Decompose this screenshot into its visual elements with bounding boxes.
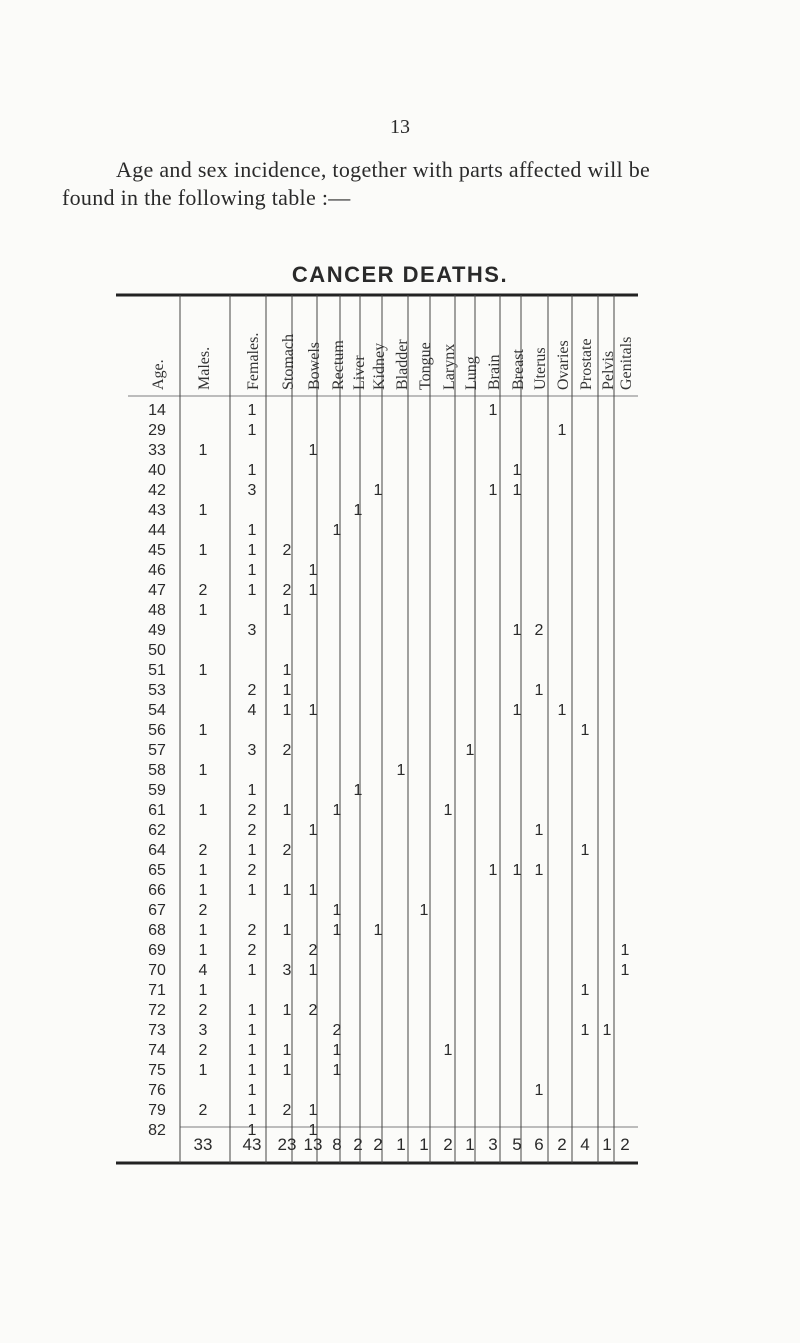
count-cell: 1 [534, 862, 544, 879]
count-cell: 1 [396, 762, 406, 779]
count-cell: 1 [332, 1042, 342, 1059]
count-cell: 1 [332, 522, 342, 539]
count-cell: 2 [247, 802, 257, 819]
age-cell: 58 [148, 762, 166, 779]
count-cell: 1 [332, 902, 342, 919]
count-cell: 3 [247, 742, 257, 759]
count-cell: 1 [353, 502, 363, 519]
intro-line-2: found in the following table :— [62, 185, 351, 210]
count-cell: 1 [602, 1022, 612, 1039]
column-header: Tongue [417, 342, 434, 390]
count-cell: 1 [465, 742, 475, 759]
total-cell: 13 [303, 1135, 323, 1154]
age-cell: 59 [148, 782, 166, 799]
column-header: Stomach [280, 334, 297, 390]
count-cell: 2 [282, 842, 292, 859]
age-cell: 64 [148, 842, 166, 859]
column-header: Pelvis [600, 350, 617, 390]
count-cell: 1 [353, 782, 363, 799]
count-cell: 1 [308, 1102, 318, 1119]
count-cell: 1 [247, 1002, 257, 1019]
count-cell: 3 [247, 622, 257, 639]
age-cell: 72 [148, 1002, 166, 1019]
count-cell: 1 [282, 602, 292, 619]
age-cell: 43 [148, 502, 166, 519]
age-cell: 62 [148, 822, 166, 839]
count-cell: 2 [332, 1022, 342, 1039]
count-cell: 1 [308, 582, 318, 599]
count-cell: 2 [247, 942, 257, 959]
count-cell: 2 [198, 1042, 208, 1059]
column-header: Bladder [394, 339, 411, 390]
count-cell: 1 [282, 1042, 292, 1059]
count-cell: 1 [282, 662, 292, 679]
column-header: Males. [196, 346, 213, 390]
count-cell: 2 [282, 1102, 292, 1119]
count-cell: 3 [282, 962, 292, 979]
count-cell: 1 [247, 522, 257, 539]
column-header: Genitals [618, 336, 635, 390]
count-cell: 1 [198, 442, 208, 459]
count-cell: 1 [308, 962, 318, 979]
age-cell: 33 [148, 442, 166, 459]
column-header: Breast [510, 349, 527, 390]
total-cell: 1 [396, 1135, 406, 1154]
total-cell: 2 [353, 1135, 363, 1154]
count-cell: 1 [247, 562, 257, 579]
count-cell: 1 [534, 682, 544, 699]
column-header: Rectum [330, 340, 347, 390]
count-cell: 2 [198, 582, 208, 599]
total-cell: 33 [193, 1135, 213, 1154]
count-cell: 1 [198, 722, 208, 739]
count-cell: 1 [282, 882, 292, 899]
count-cell: 1 [198, 762, 208, 779]
total-cell: 2 [557, 1135, 567, 1154]
count-cell: 1 [247, 882, 257, 899]
age-cell: 74 [148, 1042, 166, 1059]
age-cell: 70 [148, 962, 166, 979]
count-cell: 1 [247, 422, 257, 439]
total-cell: 6 [534, 1135, 544, 1154]
age-cell: 75 [148, 1062, 166, 1079]
column-header: Bowels [306, 342, 323, 390]
age-cell: 82 [148, 1122, 166, 1139]
count-cell: 1 [282, 682, 292, 699]
count-cell: 1 [247, 1062, 257, 1079]
count-cell: 1 [620, 962, 630, 979]
count-cell: 1 [512, 702, 522, 719]
total-cell: 2 [443, 1135, 453, 1154]
count-cell: 1 [308, 882, 318, 899]
count-cell: 1 [247, 462, 257, 479]
age-cell: 79 [148, 1102, 166, 1119]
count-cell: 1 [282, 802, 292, 819]
count-cell: 1 [373, 922, 383, 939]
count-cell: 1 [247, 402, 257, 419]
count-cell: 1 [332, 802, 342, 819]
count-cell: 2 [198, 902, 208, 919]
age-cell: 49 [148, 622, 166, 639]
count-cell: 1 [247, 782, 257, 799]
count-cell: 4 [247, 702, 257, 719]
age-cell: 57 [148, 742, 166, 759]
total-cell: 4 [580, 1135, 590, 1154]
count-cell: 1 [282, 922, 292, 939]
count-cell: 1 [198, 922, 208, 939]
count-cell: 1 [580, 842, 590, 859]
total-cell: 2 [373, 1135, 383, 1154]
column-header: Prostate [578, 338, 595, 390]
intro-line-1: Age and sex incidence, together with parts affected will be [116, 157, 651, 182]
age-cell: 61 [148, 802, 166, 819]
age-cell: 29 [148, 422, 166, 439]
age-cell: 76 [148, 1082, 166, 1099]
count-cell: 2 [308, 942, 318, 959]
count-cell: 3 [247, 482, 257, 499]
count-cell: 2 [534, 622, 544, 639]
total-cell: 1 [602, 1135, 612, 1154]
count-cell: 1 [557, 702, 567, 719]
count-cell: 2 [198, 842, 208, 859]
count-cell: 1 [308, 1122, 318, 1139]
column-header: Kidney [371, 342, 388, 390]
count-cell: 1 [247, 842, 257, 859]
age-cell: 14 [148, 402, 166, 419]
count-cell: 1 [373, 482, 383, 499]
age-cell: 65 [148, 862, 166, 879]
count-cell: 1 [488, 482, 498, 499]
column-header: Lung [463, 356, 480, 390]
count-cell: 1 [282, 1062, 292, 1079]
age-cell: 53 [148, 682, 166, 699]
age-cell: 50 [148, 642, 166, 659]
count-cell: 1 [198, 602, 208, 619]
count-cell: 1 [580, 722, 590, 739]
total-cell: 3 [488, 1135, 498, 1154]
count-cell: 2 [282, 742, 292, 759]
count-cell: 1 [534, 822, 544, 839]
count-cell: 1 [332, 1062, 342, 1079]
count-cell: 1 [247, 1082, 257, 1099]
count-cell: 1 [282, 702, 292, 719]
count-cell: 2 [282, 582, 292, 599]
count-cell: 1 [198, 862, 208, 879]
total-cell: 43 [242, 1135, 262, 1154]
column-header: Larynx [441, 343, 458, 390]
count-cell: 1 [198, 982, 208, 999]
age-cell: 68 [148, 922, 166, 939]
column-header: Ovaries [555, 340, 572, 390]
count-cell: 1 [198, 802, 208, 819]
count-cell: 1 [247, 1022, 257, 1039]
age-cell: 56 [148, 722, 166, 739]
count-cell: 1 [308, 702, 318, 719]
age-cell: 47 [148, 582, 166, 599]
count-cell: 2 [282, 542, 292, 559]
total-cell: 1 [465, 1135, 475, 1154]
count-cell: 1 [198, 882, 208, 899]
count-cell: 1 [308, 562, 318, 579]
count-cell: 2 [247, 822, 257, 839]
age-cell: 71 [148, 982, 166, 999]
table-title: CANCER DEATHS. [291, 262, 509, 287]
count-cell: 2 [247, 682, 257, 699]
page-number: 13 [390, 116, 410, 138]
count-cell: 1 [488, 402, 498, 419]
count-cell: 1 [443, 802, 453, 819]
count-cell: 2 [247, 922, 257, 939]
count-cell: 1 [620, 942, 630, 959]
column-header: Females. [245, 332, 262, 390]
column-header: Age. [150, 359, 167, 390]
count-cell: 1 [512, 862, 522, 879]
age-cell: 73 [148, 1022, 166, 1039]
age-cell: 54 [148, 702, 166, 719]
age-cell: 42 [148, 482, 166, 499]
age-cell: 69 [148, 942, 166, 959]
count-cell: 2 [308, 1002, 318, 1019]
count-cell: 2 [198, 1102, 208, 1119]
count-cell: 1 [198, 662, 208, 679]
age-cell: 44 [148, 522, 166, 539]
column-header: Uterus [532, 347, 549, 390]
age-cell: 66 [148, 882, 166, 899]
count-cell: 1 [198, 942, 208, 959]
total-cell: 1 [419, 1135, 429, 1154]
age-cell: 46 [148, 562, 166, 579]
age-cell: 45 [148, 542, 166, 559]
column-header: Brain [486, 354, 503, 390]
count-cell: 1 [198, 542, 208, 559]
count-cell: 4 [198, 962, 208, 979]
count-cell: 1 [512, 622, 522, 639]
count-cell: 1 [580, 982, 590, 999]
count-cell: 1 [282, 1002, 292, 1019]
age-cell: 48 [148, 602, 166, 619]
count-cell: 1 [247, 1122, 257, 1139]
count-cell: 2 [198, 1002, 208, 1019]
count-cell: 1 [443, 1042, 453, 1059]
count-cell: 1 [308, 822, 318, 839]
count-cell: 1 [512, 462, 522, 479]
count-cell: 1 [247, 582, 257, 599]
count-cell: 1 [488, 862, 498, 879]
age-cell: 67 [148, 902, 166, 919]
total-cell: 23 [277, 1135, 297, 1154]
count-cell: 2 [247, 862, 257, 879]
count-cell: 3 [198, 1022, 208, 1039]
count-cell: 1 [308, 442, 318, 459]
count-cell: 1 [247, 1042, 257, 1059]
count-cell: 1 [512, 482, 522, 499]
count-cell: 1 [247, 542, 257, 559]
count-cell: 1 [198, 1062, 208, 1079]
count-cell: 1 [247, 1102, 257, 1119]
count-cell: 1 [580, 1022, 590, 1039]
count-cell: 1 [198, 502, 208, 519]
count-cell: 1 [419, 902, 429, 919]
total-cell: 2 [620, 1135, 630, 1154]
count-cell: 1 [247, 962, 257, 979]
total-cell: 5 [512, 1135, 522, 1154]
count-cell: 1 [557, 422, 567, 439]
age-cell: 51 [148, 662, 166, 679]
age-cell: 40 [148, 462, 166, 479]
column-header: Liver [351, 355, 368, 390]
total-cell: 8 [332, 1135, 342, 1154]
count-cell: 1 [332, 922, 342, 939]
count-cell: 1 [534, 1082, 544, 1099]
